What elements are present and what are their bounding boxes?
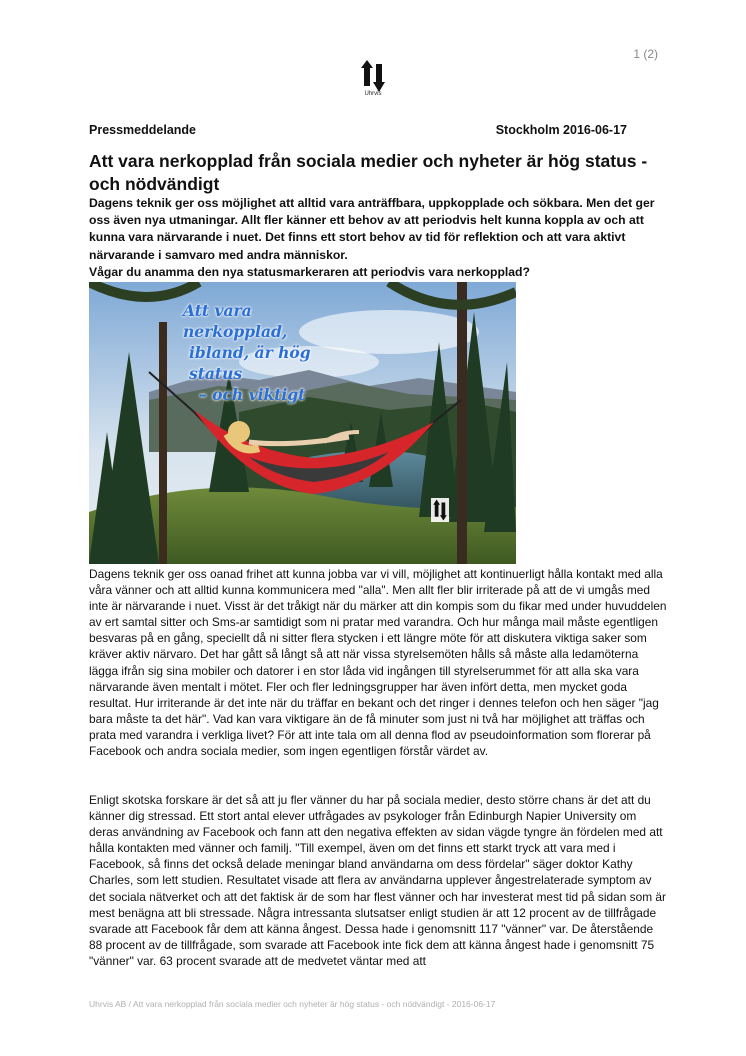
document-type: Pressmeddelande xyxy=(89,123,196,137)
body-paragraph: Enligt skotska forskare är det så att ju fler vänner du har på sociala medier, desto större chans är det att du känner dig stressad. Ett stort antal elever utfrågades av psykologer från Edinburgh Napier University om deras användning av Facebook och fann att den negativa effekten av sidan vägde tyngre än fördelen med att hålla kontakten med vänner och familj. "Till exempel, även om det finns ett starkt tryck att vara med i Facebook, så finns det också delade meningar bland användarna om dess fördelar" säger doktor Kathy Charles, som lett studien. Resultatet visade att flera av användarna upplever ångestrelaterade symptom av det sociala nätverket och att det faktisk är de som har flest vänner och har investerat mest tid på sidan som är mest benägna att bli stressade. Några intressanta slutsatser enligt studien är att 12 procent av de tillfrågade svarade att Facebook får dem att känna ångest. Dessa hade i genomsnitt 117 "vänner" var. De återstående 88 procent av de tillfrågade, som svarade att Facebook inte fick dem att känna ångest hade i genomsnitt 75 "vänner" var. 63 procent svarade att de medvetet väntar med att xyxy=(89,793,666,968)
image-caption-line: – och viktigt xyxy=(199,385,306,404)
image-caption xyxy=(183,300,333,405)
lead-paragraph: Dagens teknik ger oss möjlighet att alltid vara anträffbara, uppkopplade och sökbara. Men det ger oss även nya utmaningar. Allt fler känner ett behov av att periodvis helt kunna koppla av och att kunna vara närvarande i nuet. Det finns ett stort behov av tid för reflektion och att vara aktivt närvarande i samvaro med andra människor. xyxy=(89,196,655,262)
hero-image xyxy=(89,282,516,564)
place-date: Stockholm 2016-06-17 xyxy=(495,123,627,137)
uhrvis-logo xyxy=(359,60,387,97)
header-row xyxy=(89,123,627,137)
footer: Uhrvis AB / Att vara nerkopplad från sociala medier och nyheter är hög status - och nödvändigt - 2016-06-17 xyxy=(89,999,496,1009)
image-caption-line: Att vara nerkopplad, xyxy=(183,301,288,341)
uhrvis-logo-icon xyxy=(431,498,449,522)
page-number: 1 (2) xyxy=(633,47,658,61)
uhrvis-logo-icon xyxy=(361,60,385,92)
image-logo-badge xyxy=(431,498,449,522)
headline: Att vara nerkopplad från sociala medier och nyheter är hög status - och nödvändigt xyxy=(89,151,648,194)
body-paragraph: Dagens teknik ger oss oanad frihet att kunna jobba var vi vill, möjlighet att kontinuerligt hålla kontakt med alla våra vänner och att alltid kunna kommunicera med "alla". Men allt fler blir irriterade på att de vi umgås med inte är närvarande i nuet. Visst är det tråkigt när du märker att din kompis som du fikar med under huvuddelen av ert samtal sitter och Sms-ar samtidigt som ni pratar med varandra. Och hur många mail måste egentligen besvaras på en gång, speciellt då ni sitter flera stycken i ett längre möte för att diskutera viktiga saker som kräver aktiv närvaro. Det har gått så långt så att när vissa styrelsemöten hålls så måste alla ledamöterna lägga ifrån sig sina mobiler och datorer i en stor låda vid ingången till styrelserummet för att alla ska vara närvarande även mentalt i mötet. Fler och fler ledningsgrupper har även infört detta, men mycket goda resultat. Hur irriterande är det inte när du träffar en bekant och det ringer i dennes telefon och hen säger "jag bara måste ta det här". Vad kan vara viktigare än de få minuter som just ni två har möjlighet att träffas och prata med varandra i verkliga livet? För att inte tala om all denna flod av pseudoinformation som florerar på Facebook och andra sociala medier, som ingen egentligen förstår värdet av. xyxy=(89,567,667,759)
lead-question: Vågar du anamma den nya statusmarkeraren att periodvis vara nerkopplad? xyxy=(89,265,530,279)
image-caption-line: ibland, är hög status xyxy=(189,343,311,383)
logo-text: Uhrvis xyxy=(364,91,382,97)
